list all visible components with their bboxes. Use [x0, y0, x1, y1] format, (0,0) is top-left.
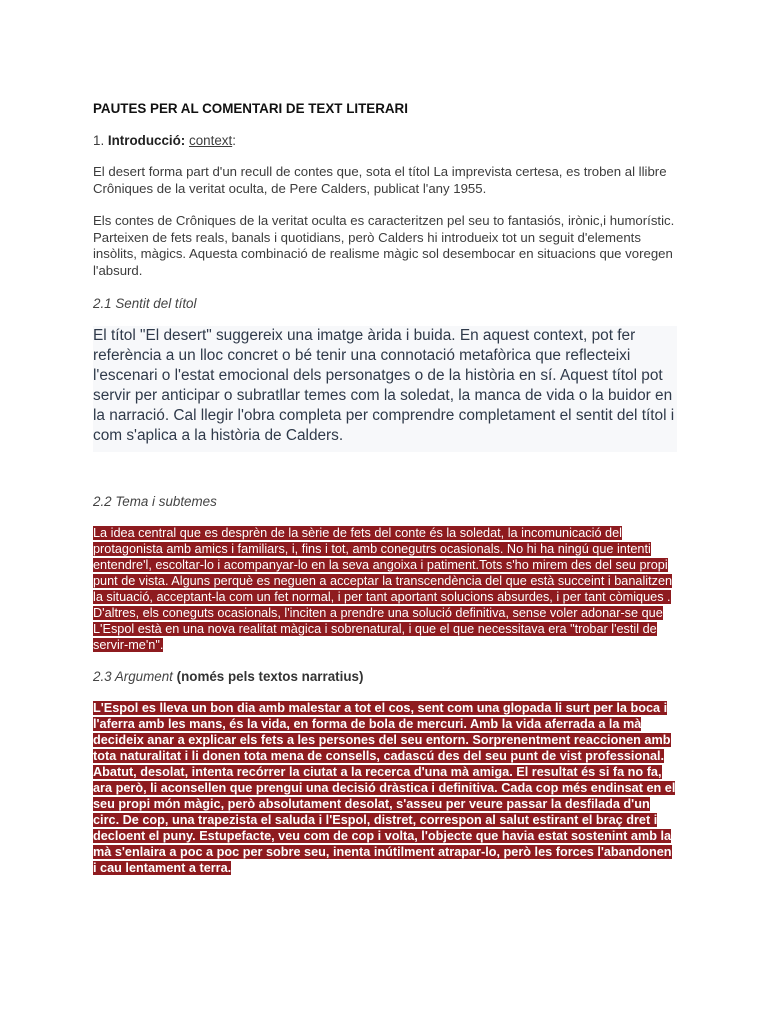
intro-heading	[93, 133, 236, 148]
section-2-3-note: (només pels textos narratius)	[172, 669, 364, 684]
intro-paragraph-2: Els contes de Crôniques de la veritat oculta es caracteritzen pel seu to fantasiós, irònic,i humorístic. Parteixen de fets reals, banals i quotidians, però Calders hi introdueix tot un seguit d'elements insòlits, màgics. Aquesta combinació de realisme màgic sol desembocar en situacions que voregen l'absurd.	[93, 213, 675, 278]
section-2-1-heading: 2.1 Sentit del títol	[93, 296, 197, 311]
highlighted-tema-text: La idea central que es desprèn de la sèrie de fets del conte és la soledat, la incomunicació del protagonista amb amics i familiars, i, fins i tot, amb conegutrs ocasionals. No hi ha ningú que intenti entendre'l, escoltar-lo i acompanyar-lo en la seva angoixa i patiment.Tots s'ho mirem des del seu propi punt de vista. Alguns perquè es neguen a acceptar la transcendència del que està succeint i banalitzen la situació, acceptant-la com un fet normal, i per tant aportant solucions absurdes, i per tant còmiques . D'altres, els coneguts ocasionals, l'inciten a prendre una solució definitiva, sense voler adonar-se que L'Espol està en una nova realitat màgica i sobrenatural, i que el que necessitava era "trobar l'estil de servir-me'n".	[93, 526, 673, 652]
section-2-3-title: 2.3 Argument	[93, 669, 173, 684]
document-title: PAUTES PER AL COMENTARI DE TEXT LITERARI	[93, 101, 408, 116]
intro-label: Introducció:	[107, 133, 186, 148]
section-2-2-text	[93, 525, 677, 653]
section-2-3-text	[93, 700, 677, 876]
intro-paragraph-1: El desert forma part d'un recull de contes que, sota el títol La imprevista certesa, es troben al llibre Crôniques de la veritat oculta, de Pere Calders, publicat l'any 1955.	[93, 164, 667, 196]
context-link[interactable]: context	[189, 133, 233, 148]
section-2-1-text: El títol "El desert" suggereix una imatge àrida i buida. En aquest context, pot fer referència a un lloc concret o bé tenir una connotació metafòrica que reflecteixi l'escenari o l'estat emocional dels personatges o de la història en sí. Aquest títol pot servir per anticipar o subratllar temes com la soledat, la manca de vida o la buidor en la narració. Cal llegir l'obra completa per comprendre completament el sentit del títol i com s'aplica a la història de Calders.	[93, 326, 677, 452]
section-2-3-heading	[93, 669, 363, 684]
intro-number: 1.	[93, 133, 105, 148]
highlighted-argument-text: L'Espol es lleva un bon dia amb malestar a tot el cos, sent com una glopada li surt per la boca i l'aferra amb les mans, és la vida, en forma de bola de mercuri. Amb la vida aferrada a la mà decideix anar a explicar els fets a les persones del seu entorn. Sorprenentment reaccionen amb tota naturalitat i li donen tota mena de consells, cadascú des del seu punt de vist professional. Abatut, desolat, intenta recórrer la ciutat a la recerca d'una mà amiga. El resultat és si fa no fa, ara però, li aconsellen que prengui una decisió dràstica i definitiva. Cada cop més endinsat en el seu propi món màgic, però absolutament desolat, s'asseu per veure passar la desfilada d'un circ. De cop, una trapezista el saluda i l'Espol, distret, correspon al salut estirant el braç dret i decloent el puny. Estupefacte, veu com de cop i volta, l'objecte que havia estat sostenint amb la mà s'enlaira a poc a poc per sobre seu, inenta inútilment atrapar-lo, però les forces l'abandonen i cau lentament a terra.	[93, 701, 676, 875]
section-2-2-heading: 2.2 Tema i subtemes	[93, 494, 217, 509]
intro-colon: :	[232, 133, 236, 148]
